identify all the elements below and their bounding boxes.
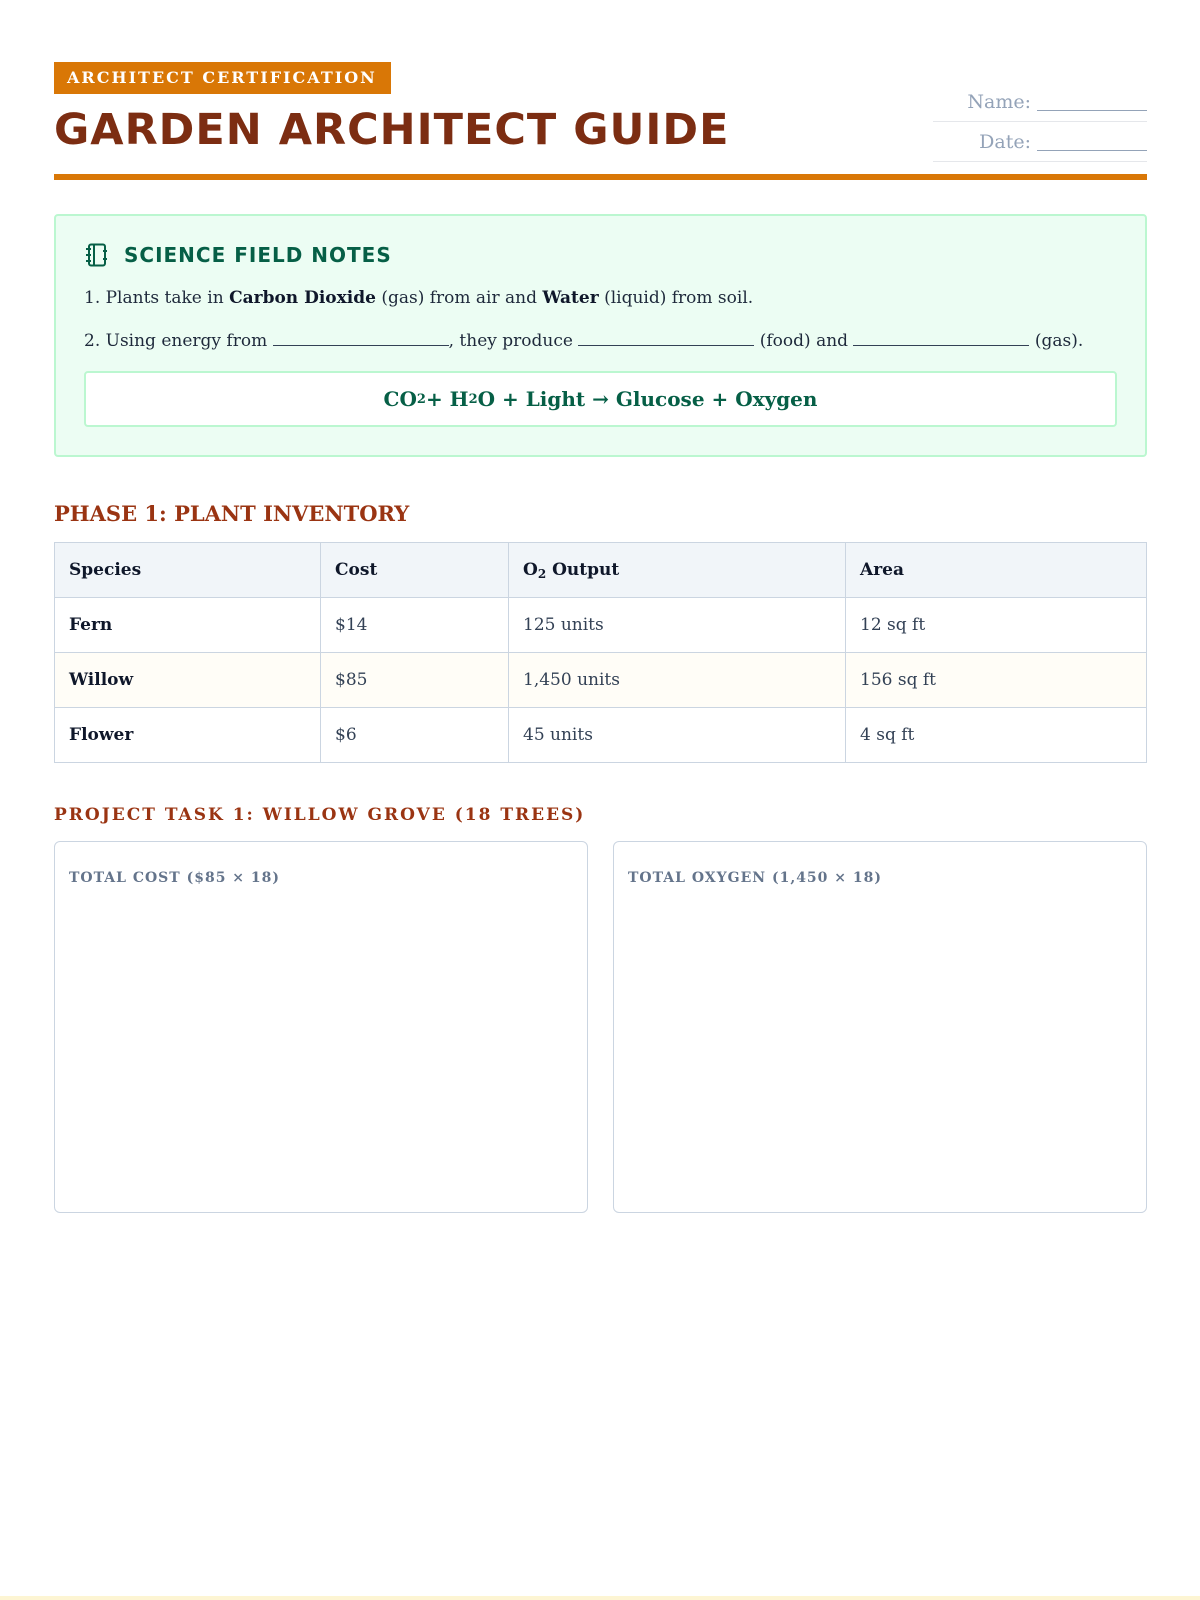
note2-mid2: (food) and xyxy=(759,331,849,351)
name-field-row xyxy=(933,82,1147,122)
cell-area: 4 sq ft xyxy=(846,708,1147,763)
note1-term-carbon-dioxide: Carbon Dioxide xyxy=(229,288,376,308)
table-header-row xyxy=(55,543,1147,598)
note1-suffix: (liquid) from soil. xyxy=(604,288,754,308)
energy-blank[interactable] xyxy=(273,328,449,346)
date-input-line[interactable] xyxy=(1037,132,1147,151)
header-species: Species xyxy=(55,543,321,598)
food-blank[interactable] xyxy=(578,328,754,346)
header-o2-rest: Output xyxy=(546,559,620,580)
total-cost-answer-box[interactable] xyxy=(54,841,588,1213)
science-field-notes xyxy=(54,214,1147,457)
student-fields xyxy=(933,82,1147,162)
table-row xyxy=(55,598,1147,653)
gas-blank[interactable] xyxy=(853,328,1029,346)
equation-rest: O + Light → Glucose + Oxygen xyxy=(477,387,818,411)
header xyxy=(54,62,1147,176)
page-title: GARDEN ARCHITECT GUIDE xyxy=(54,105,730,155)
plant-inventory-table xyxy=(54,542,1147,763)
note2-mid1: , they produce xyxy=(448,331,573,351)
cell-species: Flower xyxy=(55,708,321,763)
note-line-2 xyxy=(84,328,1117,353)
cell-output: 45 units xyxy=(509,708,846,763)
cell-species: Fern xyxy=(55,598,321,653)
certification-badge: ARCHITECT CERTIFICATION xyxy=(54,62,391,94)
worksheet xyxy=(54,62,1147,1213)
project-task-title: PROJECT TASK 1: WILLOW GROVE (18 TREES) xyxy=(54,805,586,825)
name-input-line[interactable] xyxy=(1037,92,1147,111)
header-o2-subscript: 2 xyxy=(537,566,547,581)
header-o2-o: O xyxy=(523,559,538,580)
cell-output: 1,450 units xyxy=(509,653,846,708)
total-oxygen-answer-box[interactable] xyxy=(613,841,1147,1213)
total-cost-label: TOTAL COST ($85 × 18) xyxy=(69,870,281,886)
equation-plus-h: + H xyxy=(425,387,469,411)
notebook-icon xyxy=(84,242,110,268)
notes-title: SCIENCE FIELD NOTES xyxy=(124,243,392,267)
cell-area: 156 sq ft xyxy=(846,653,1147,708)
header-divider xyxy=(54,174,1147,180)
note2-suffix: (gas). xyxy=(1034,331,1084,351)
header-cost: Cost xyxy=(321,543,509,598)
name-label: Name: xyxy=(967,91,1031,113)
task-answer-boxes xyxy=(54,841,1147,1213)
date-label: Date: xyxy=(979,131,1031,153)
total-oxygen-label: TOTAL OXYGEN (1,450 × 18) xyxy=(628,870,882,886)
equation-h-subscript: 2 xyxy=(468,391,478,407)
notes-header xyxy=(84,242,1117,268)
note1-prefix: 1. Plants take in xyxy=(84,288,224,308)
header-o2-output xyxy=(509,543,846,598)
equation-co: CO xyxy=(383,387,417,411)
photosynthesis-equation xyxy=(84,371,1117,427)
table-row xyxy=(55,653,1147,708)
bottom-edge-strip xyxy=(0,1596,1200,1600)
equation-co-subscript: 2 xyxy=(416,391,426,407)
cell-cost: $85 xyxy=(321,653,509,708)
cell-cost: $14 xyxy=(321,598,509,653)
note-line-1 xyxy=(84,286,1117,310)
date-field-row xyxy=(933,122,1147,162)
note2-prefix: 2. Using energy from xyxy=(84,331,268,351)
cell-species: Willow xyxy=(55,653,321,708)
cell-cost: $6 xyxy=(321,708,509,763)
cell-area: 12 sq ft xyxy=(846,598,1147,653)
note1-term-water: Water xyxy=(542,288,599,308)
table-row xyxy=(55,708,1147,763)
header-area: Area xyxy=(846,543,1147,598)
phase-1-title: PHASE 1: PLANT INVENTORY xyxy=(54,501,410,526)
note1-mid: (gas) from air and xyxy=(381,288,537,308)
cell-output: 125 units xyxy=(509,598,846,653)
